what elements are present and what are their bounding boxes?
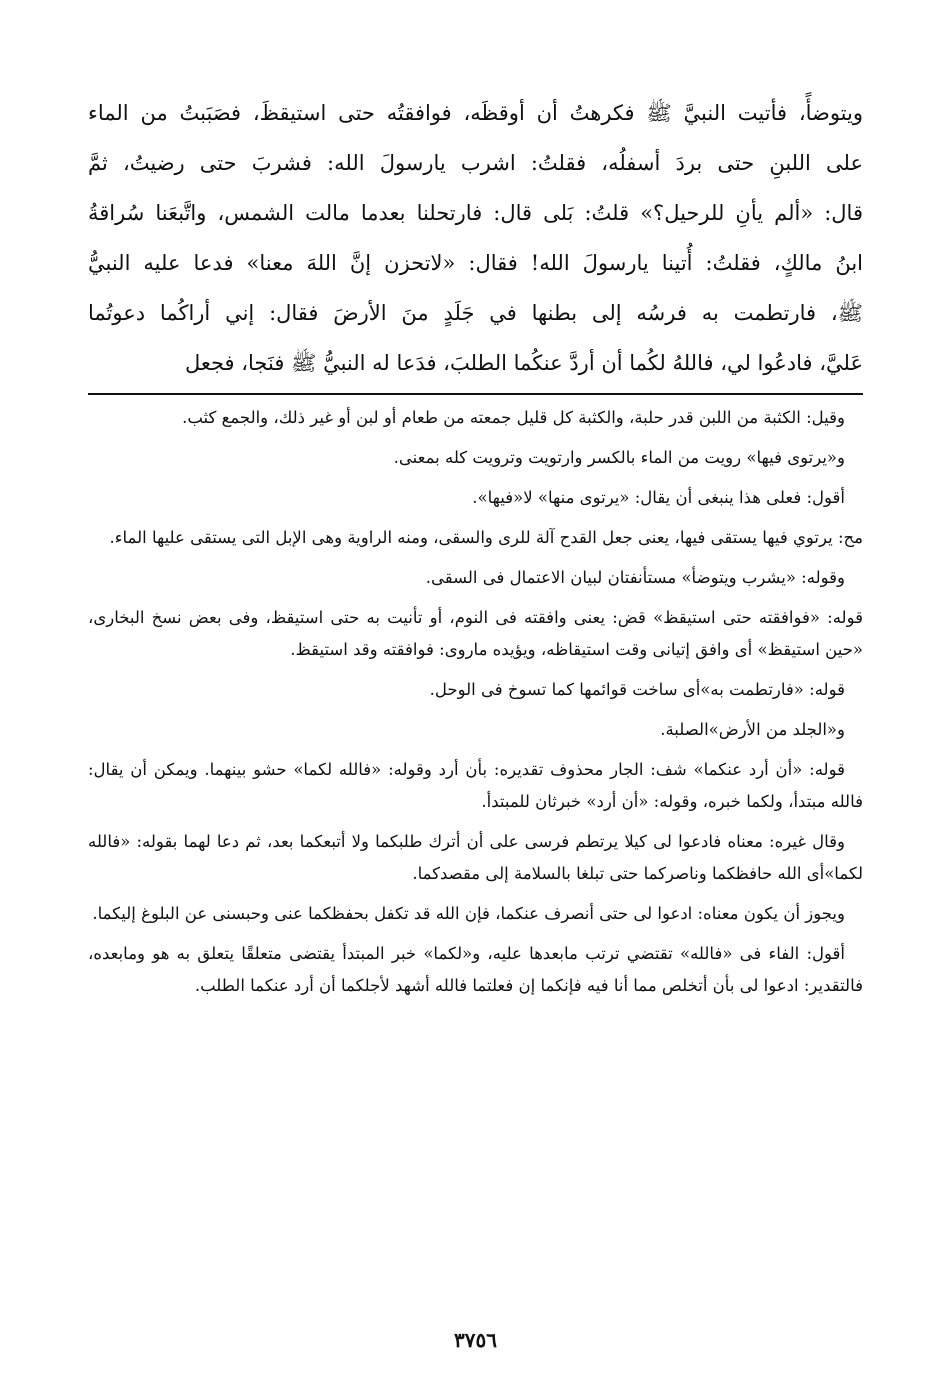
note-paragraph: قوله: «فوافقته حتى استيقظ» قض: يعنى وافقته فى النوم، أو تأنيت به حتى استيقظ، وفى بعض نسخ البخارى، «حين استيقظ» أى وافق إتيانى وقت استيقاظه، ويؤيده ماروى: فوافقته وقد استيقظ. (88, 608, 863, 659)
note-paragraph: قوله: «أن أرد عنكما» شف: الجار محذوف تقديره: بأن أرد وقوله: «فالله لكما» حشو بينهما. ويمكن أن يقال: فالله مبتدأ، ولكما خبره، وقوله: «أن أرد» خبرثان للمبتدأ. (88, 760, 863, 811)
document-page (88, 88, 863, 1378)
note-paragraph: ويجوز أن يكون معناه: ادعوا لى حتى أنصرف عنكما، فإن الله قد تكفل بحفظكما عنى وحبسنى عن البلوغ إليكما. (92, 904, 845, 923)
note-paragraph: و«الجلد من الأرض»الصلبة. (660, 720, 845, 739)
commentary-notes (88, 402, 863, 1322)
main-text-line: ويتوضأً، فأتيت النبيَّ ﷺ فكرهتُ أن أوقظَه، فوافقتُه حتى استيقظَ، فصَبَبتُ من الماء (88, 101, 863, 125)
note-paragraph: أقول: الفاء فى «فالله» تقتضي ترتب مابعدها عليه، و«لكما» خبر المبتدأ يقتضى متعلقًا يتعلق به هو ومابعده، فالتقدير: ادعوا لى بأن أتخلص مما أنا فيه فإنكما إن فعلتما فالله أشهد لأجلكما أن أرد عنكما الطلب. (88, 944, 863, 995)
footnote-divider (88, 393, 863, 395)
note-paragraph: و«يرتوى فيها» رويت من الماء بالكسر وارتويت وترويت كله بمعنى. (393, 448, 845, 467)
main-text-block (88, 88, 863, 388)
note-paragraph: مح: يرتوي فيها يستقى فيها، يعنى جعل القدح آلة للرى والسقى، ومنه الراوية وهى الإبل التى يستقى عليها الماء. (109, 528, 863, 547)
main-text-line: على اللبنِ حتى بردَ أسفلُه، فقلتُ: اشرب يارسولَ الله: فشربَ حتى رضيتُ، ثمَّ (88, 151, 863, 175)
note-paragraph: وقال غيره: معناه فادعوا لى كيلا يرتطم فرسى على أن أترك طلبكما ولا أتبعكما بعد، ثم دعا لهما بقوله: «فالله لكما»أى الله حافظكما وناصركما حتى تبلغا بالسلامة إلى مقصدكما. (88, 832, 863, 883)
main-text-line: ابنُ مالكٍ، فقلتُ: أُتينا يارسولَ الله! فقال: «لاتحزن إنَّ اللهَ معنا» فدعا عليه النبيُّ (88, 251, 863, 275)
main-text-line: عَليَّ، فادعُوا لي، فاللهُ لكُما أن أردَّ عنكُما الطلبَ، فدَعا له النبيُّ ﷺ فنَجا، فجعل (184, 351, 863, 375)
main-text-line: قال: «ألم يأنِ للرحيل؟» قلتُ: بَلى قال: فارتحلنا بعدما مالت الشمس، واتَّبعَنا سُراقةُ (88, 201, 863, 225)
note-paragraph: أقول: فعلى هذا ينبغى أن يقال: «يرتوى منها» لا«فيها». (472, 488, 845, 507)
note-paragraph: قوله: «فارتطمت به»أى ساخت قوائمها كما تسوخ فى الوحل. (429, 680, 845, 699)
note-paragraph: وقيل: الكثبة من اللبن قدر حلبة، والكثبة كل قليل جمعته من طعام أو لبن أو غير ذلك، والجمع كثب. (182, 408, 845, 427)
note-paragraph: وقوله: «يشرب ويتوضأ» مستأنفتان لبيان الاعتمال فى السقى. (425, 568, 845, 587)
main-text-line: ﷺ، فارتطمت به فرسُه إلى بطنها في جَلَدٍ منَ الأرضَ فقال: إني أراكُما دعوتُما (88, 301, 863, 325)
page-number: ٣٧٥٦ (454, 1328, 497, 1352)
